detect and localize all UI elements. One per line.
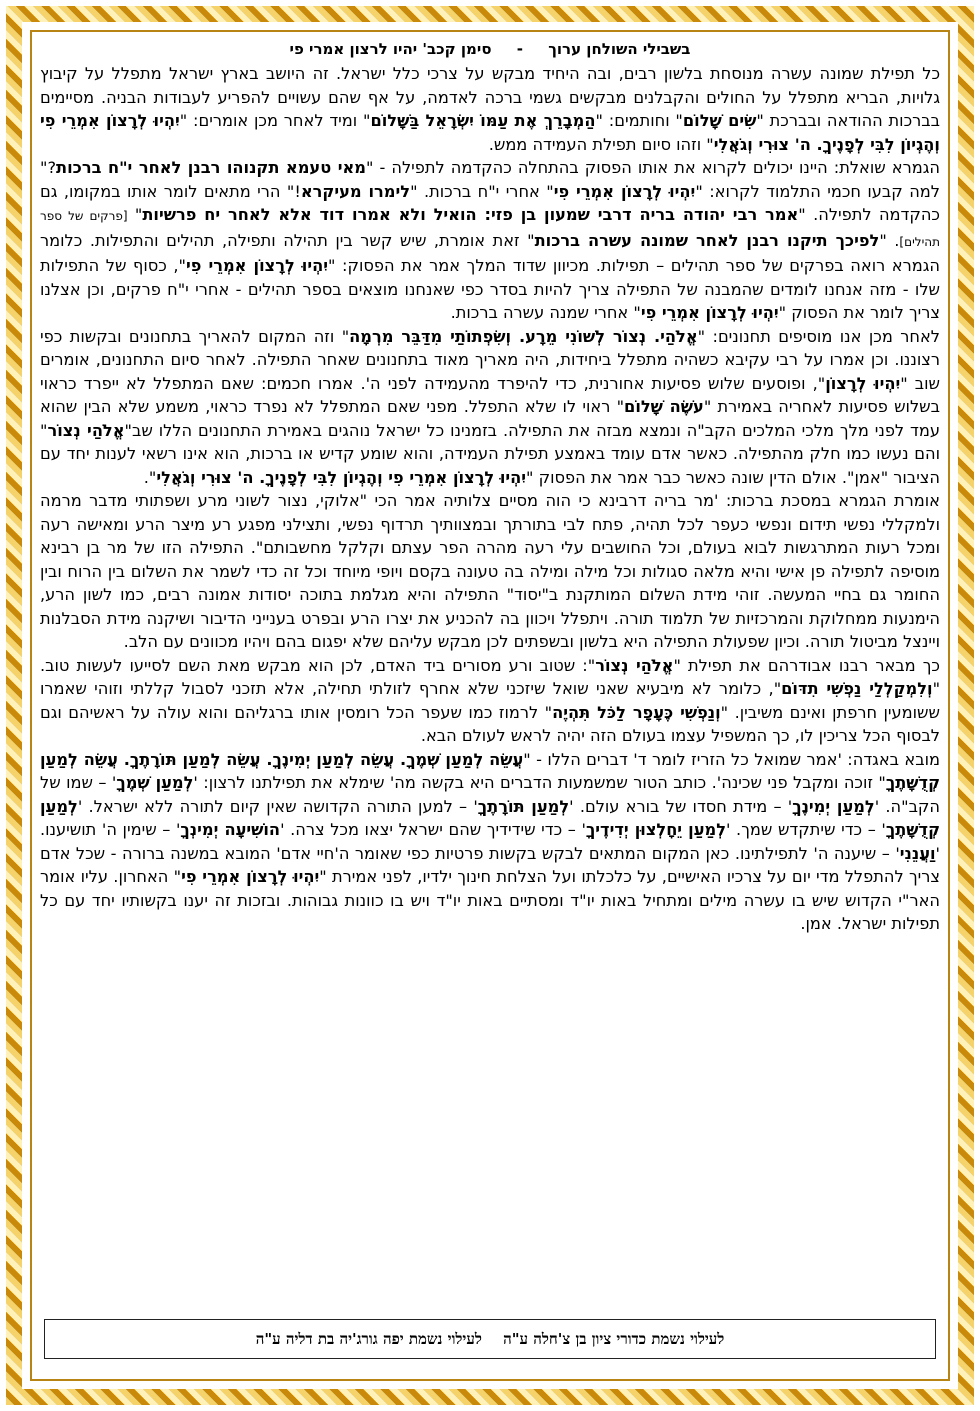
header-book-title: בשבילי השולחן ערוך	[548, 40, 691, 58]
paragraph-5: כך מבאר רבנו אבודרהם את תפילת "אֱלֹהַי נְצוֹר": שטוב ורע מסורים ביד האדם, לכן הוא מבקש מאת השם לסייעו לעשות טוב. "וְלִמְקַלְלַי נַפְשִׁי תִדּוֹם", כלומר לא מיבעיא שאני שואל שיזכני שלא אחרף לזולתי תחילה, אלא תזכני לסבול קללתי וזוהי שאמרו ששומעין חרפתן ואינם משיבין. "וְנַפְשִׁי כֶּעָפָר לַכֹּל תִּהְיֶה" לרמוז כמו שעפר הכל רומסין אותו ברגליהם והוא עולה על ראשיהם וגם לבסוף הכל צריכין לו, כך המשפיל עצמו בעולם הזה יהיה לראש לעולם הבא.	[40, 655, 940, 745]
memorial-dedication-box	[44, 1319, 936, 1359]
header-section-title: סימן קכב' יהיו לרצון אמרי פי	[289, 40, 492, 58]
page-header	[40, 38, 940, 60]
paragraph-3: לאחר מכן אנו מוסיפים תחנונים: "אֱלֹהַי. נְצוֹר לְשׁוֹנִי מֵרָע. וְשִׂפְתוֹתַי מִדַּבֵּר מִרְמָה" וזה המקום להאריך בתחנונים ובקשות כפי רצוננו. וכן אמרו על רבי עקיבא כשהיה מתפלל ביחידות, היה מאריך מאוד בתחנונים שאחר התפילה. לאחר סיום התחנונים, אומרים שוב "יִהְיוּ לְרָצוֹן", ופוסעים שלוש פסיעות אחורנית, כדי להיפרד מהעמידה לפני ה'. אמרו חכמים: שאם המתפלל לא ייפרד כראוי בשלוש פסיעות לאחריה באמירת "עֹשֶׂה שָׁלוֹם" ראוי לו שלא התפלל. מפני שאם המתפלל לא נפרד כראוי, משמע שלא הבין שהוא עמד לפני מלך מלכי המלכים הקב"ה ונמצא מבזה את התפילה. בזמנינו כל ישראל נוהגים באמירת התחנונים הללו שב"אֱלֹהַי נְצוֹר" והם נעשו כמו חלק מהתפילה. כאשר אדם עומד באמצע תפילת העמידה, והוא שומע קדיש או ברכות, הוא אינו רשאי לענות יחד עם הציבור "אמן". אולם הדין שונה כאשר כבר אמר את הפסוק "יִהְיוּ לְרָצוֹן אִמְרֵי פִי וְהֶגְיוֹן לִבִּי לְפָנֶיךָ. ה' צוּרִי וְגֹאֲלִי".	[40, 326, 940, 487]
article-body	[40, 38, 940, 1318]
paragraph-4: אומרת הגמרא במסכת ברכות: 'מר בריה דרבינא כי הוה מסיים צלותיה אמר הכי "אלוקי, נצור לשוני מרע ושפתותי מדבר מרמה ולמקללי נפשי תידום ונפשי כעפר לכל תהיה, פתח לבי בתורתך ובמצוותיך תרדוף נפשי, ותצילני מפגע רע מיצר הרע ומאישה רעה ומכל רעות המתרגשות לבוא בעולם, וכל החושבים עלי רעה מהרה הפר עצתם וקלקל מחשבותם". התפילה הזו של מר בן רבינא מוסיפה לתפילה פן אישי והיא מלאה סגולות וכל מילה ומילה בה טעונה בקסם ויופי מיוחד וכל זה כדי לשמר את השלום בין הרוח ובין החומר גם בחיי המעשה. זוהי מידת השלום המותקנת ב"יסוד" התפילה והיא מגלמת בתוכה יסודות אמונה רבים, כמו לשון הרע, הימנעות ממחלוקת והמרכזיות של תלמוד תורה. ויתפלל ויכוון בה להכניע את יצרו הרע ובפרט בענייני הדיבור ושיקנה מידת הסבלנות ויינצל מביטול תורה. וכיון שפעולת התפילה היא בלשון ובשפתים לכן מבקש עליהם שלא יפגום בהם ויהיו מכוונים עם הלב.	[40, 491, 940, 651]
paragraph-6: מובא באגדה: 'אמר שמואל כל הזריז לומר ד' דברים הללו - "עֲשֵׂה לְמַעַן שְׁמֶךָ. עֲשֵׂה לְמַעַן יְמִינֶךָ. עֲשֵׂה לְמַעַן תּוֹרָתֶךָ. עֲשֵׂה לְמַעַן קְדֻשָּׁתֶךָ" זוכה ומקבל פני שכינה'. כותב הטור שמשמעות הדברים היא בקשה מה' שימלא את תפילתנו לרצון: 'לְמַעַן שְׁמֶךָ' – שמו של הקב"ה. 'לְמַעַן יְמִינֶךָ' – מידת חסדו של בורא עולם. 'לְמַעַן תּוֹרָתֶךָ' – למען התורה הקדושה שאין קיום לתורה ללא ישראל. 'לְמַעַן קְדֻשָּׁתֶךָ' – כדי שיתקדש שמך. 'לְמַעַן יֵחָלְצוּן יְדִידֶיךָ' – כדי שידידיך שהם ישראל יצאו מכל צרה. 'הוֹשִׁיעָה יְמִינְךָ' – שימין ה' תושיענו. 'וַעֲנֵנִי' – שיענה ה' לתפילתינו. כאן המקום המתאים לבקש בקשות פרטיות כפי שאומר ה'חיי אדם' המובא במשנה ברורה - שכל אדם צריך להתפלל מדי יום על צרכיו האישיים, על כלכלתו ועל הצלחת חינוך ילדיו, לפני אמירת "יִהְיוּ לְרָצוֹן אִמְרֵי פִי" האחרון. עליו אומר האר"י הקדוש שיש בו עשרה מילים ומתחיל באות יו"ד ומסתיים באות יו"ד ויש בו כוונות גבוהות. ובזכות זה יענו בקשותיו יחד עם כל תפילות ישראל. אמן.	[40, 749, 940, 933]
paragraph-1: כל תפילת שמונה עשרה מנוסחת בלשון רבים, ובה היחיד מבקש על צרכי כלל ישראל. זה היושב בארץ ישראל מתפלל על קיבוץ גלויות, הבריא מתפלל על החולים והקבלנים מבקשים גשמי ברכה לאדמה, על אף שהם עשויים להפריע לעבודות הבניה. מסיימים בברכות ההודאה ובברכת "שִׂים שָׁלוֹם" וחותמים: "הַמְבָרֵךְ אֶת עַמּוֹ יִשְׂרָאֵל בַּשָּׁלוֹם" ומיד לאחר מכן אומרים: "יִהְיוּ לְרָצוֹן אִמְרֵי פִי וְהֶגְיוֹן לִבִּי לְפָנֶיךָ. ה' צוּרִי וְגֹאֲלִי" וזהו סיום תפילת העמידה ממש.	[40, 64, 940, 154]
paragraph-2: הגמרא שואלת: היינו יכולים לקרוא את אותו הפסוק בהתחלה כהקדמה לתפילה - "מאי טעמא תקנוהו רבנן לאחר י"ח ברכות?" למה קבעו חכמי התלמוד לקרוא: "יִהְיוּ לְרָצוֹן אִמְרֵי פִי" אחרי י"ח ברכות. "לימרו מעיקרא!" הרי מתאים לומר אותו במקומו, גם כהקדמה לתפילה. "אמר רבי יהודה בריה דרבי שמעון בן פזי: הואיל ולא אמרו דוד אלא לאחר יח פרשיות" [פרקים של ספר תהילים]. "לפיכך תיקנו רבנן לאחר שמונה עשרה ברכות" זאת אומרת, שיש קשר בין תהילה ותפילה, תהילים והתפילות. כלומר הגמרא רואה בפרקים של ספר תהילים – תפילות. מכיוון שדוד המלך אמר את הפסוק: "יִהְיוּ לְרָצוֹן אִמְרֵי פִי", כסוף של התפילות שלו - מזה אנחנו לומדים שהמבנה של התפילה צריך להיות בסדר כפי שאנחנו מוצאים בספר תהילים - אחרי י"ח פרקים, וכן אצלנו צריך לומר את הפסוק "יִהְיוּ לְרָצוֹן אִמְרֵי פִי" אחרי שמנה עשרה ברכות.	[40, 158, 940, 322]
header-separator: -	[516, 40, 523, 58]
dedication-1: לעילוי נשמת כדורי ציון בן צ'חלה ע"ה	[503, 1330, 725, 1348]
dedication-2: לעילוי נשמת יפה גורג'יה בת דליה ע"ה	[255, 1330, 482, 1348]
